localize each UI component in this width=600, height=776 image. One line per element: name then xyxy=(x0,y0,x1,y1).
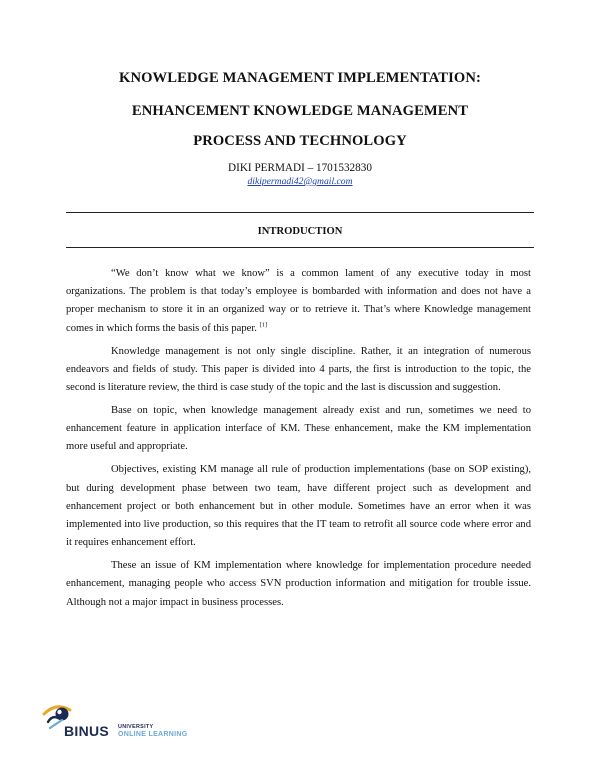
paper-title-line-3: PROCESS AND TECHNOLOGY xyxy=(193,133,407,149)
paragraph-2: Knowledge management is not only single discipline. Rather, it an integration of numerous endeavors and fields of study. This paper is divided into 4 parts, the first is introduction to the topic, the second is literature review, the third is case study of the topic and the last is discussion and suggestion. xyxy=(66,345,531,394)
paragraph-3: Base on topic, when knowledge management already exist and run, sometimes we need to enhancement feature in application interface of KM. These enhancement, make the KM implementation more useful and appropriate. xyxy=(66,405,531,453)
introduction-body xyxy=(66,265,531,617)
paper-title-line-1: KNOWLEDGE MANAGEMENT IMPLEMENTATION: xyxy=(119,70,481,86)
paragraph-1-text: “We don’t know what we know” is a common lament of any executive today in most organizations. The problem is that today’s employee is bombarded with information and does not have a proper mechanism to store it in an organized way or to retrieve it. That’s where Knowledge management comes in which forms the basis of this paper. xyxy=(66,268,531,334)
binus-logo-university: UNIVERSITY xyxy=(118,724,154,730)
binus-logo xyxy=(38,700,198,746)
binus-logo-brand: BINUS xyxy=(64,723,110,739)
paragraph-4: Objectives, existing KM manage all rule of production implementations (base on SOP existing), but during development phase between two team, have different project such as development and enhancement project or both enhancement but in other module. Sometimes have an error when it was implemented into live production, so this requires that the IT team to retrofit all source code where error and it requires enhancement effort. xyxy=(66,464,531,549)
paragraph-1 xyxy=(66,265,531,338)
section-rule-top xyxy=(66,212,534,213)
paragraph-5: These an issue of KM implementation where knowledge for implementation procedure needed enhancement, managing people who access SVN production information and mitigation for trouble issue. Although not a major impact in business processes. xyxy=(66,560,531,608)
paper-title-line-2: ENHANCEMENT KNOWLEDGE MANAGEMENT xyxy=(131,103,469,119)
section-rule-bottom xyxy=(66,247,534,248)
author-line: DIKI PERMADI – 1701532830 xyxy=(228,162,372,174)
citation-ref: [1] xyxy=(259,321,268,329)
section-heading: INTRODUCTION xyxy=(257,226,343,237)
binus-logo-online-learning: ONLINE LEARNING xyxy=(118,731,188,738)
author-email-link[interactable]: dikipermadi42@gmail.com xyxy=(247,176,353,187)
